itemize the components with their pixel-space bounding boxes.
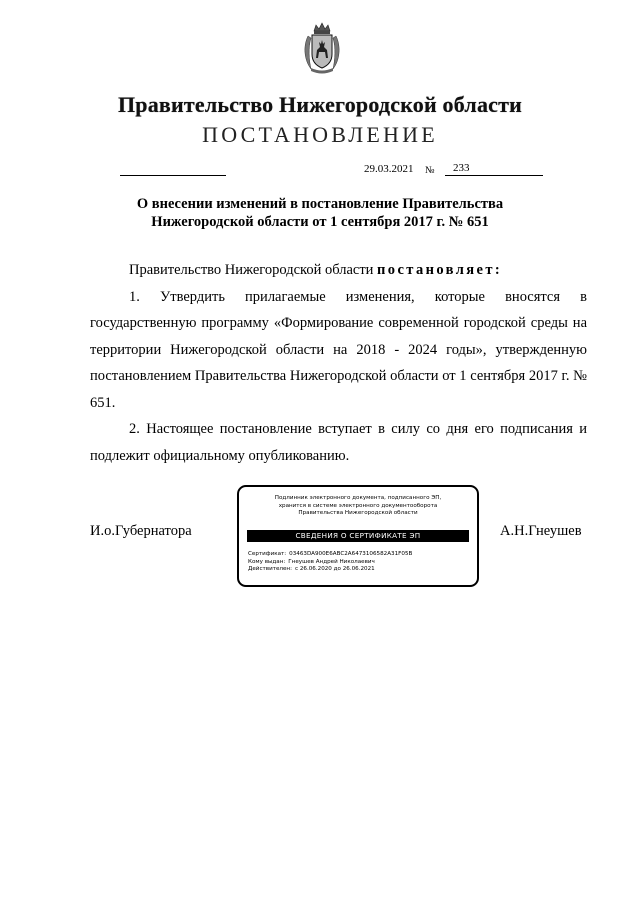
intro-paragraph bbox=[90, 257, 587, 284]
government-title: Правительство Нижегородской области bbox=[117, 92, 522, 117]
paragraph-item-1: 1. Утвердить прилагаемые изменения, которые вносятся в государственную программу «Формирование современной городской среды на территории Нижегородской области на 2018 - 2024 годы», утвержденную постановлением Правительства Нижегородской области от 1 сентября 2017 г. № 651. bbox=[90, 288, 587, 411]
document-body bbox=[90, 257, 587, 469]
blank-date-line bbox=[120, 175, 226, 176]
stamp-header bbox=[239, 495, 477, 518]
subject-line-1: О внесении изменений в постановление Правительства bbox=[136, 196, 504, 212]
signer-name: А.Н.Гнеушев bbox=[500, 523, 582, 539]
subject-line-2: Нижегородской области от 1 сентября 2017 г. № 651 bbox=[151, 214, 489, 230]
stamp-certificate-info bbox=[248, 551, 412, 574]
coat-of-arms-icon bbox=[302, 22, 342, 74]
stamp-cert-value: 03463DA900E6ABC2A6473106582A31F05B bbox=[289, 551, 413, 557]
stamp-valid-label: Действителен: bbox=[248, 566, 292, 573]
stamp-header-line-2: хранится в системе электронного документооборота bbox=[278, 502, 438, 509]
stamp-header-line-3: Правительства Нижегородской области bbox=[298, 510, 418, 516]
document-number: 233 bbox=[445, 162, 543, 176]
stamp-issued-value: Гнеушев Андрей Николаевич bbox=[288, 558, 375, 565]
stamp-cert-label: Сертификат: bbox=[248, 551, 287, 557]
intro-decree-word: постановляет: bbox=[377, 262, 503, 278]
document-subject bbox=[90, 195, 550, 231]
document-type: ПОСТАНОВЛЕНИЕ bbox=[202, 122, 438, 147]
stamp-issued-label: Кому выдан: bbox=[248, 558, 286, 565]
stamp-valid-row bbox=[248, 566, 412, 574]
stamp-valid-value: с 26.06.2020 до 26.06.2021 bbox=[294, 566, 375, 573]
stamp-cert-row bbox=[248, 551, 412, 559]
electronic-signature-stamp bbox=[237, 485, 479, 587]
document-date: 29.03.2021 bbox=[364, 163, 414, 175]
paragraph-item-2: 2. Настоящее постановление вступает в силу со дня его подписания и подлежит официальному опубликованию. bbox=[90, 421, 587, 464]
signer-position: И.о.Губернатора bbox=[90, 523, 192, 539]
stamp-certificate-bar: СВЕДЕНИЯ О СЕРТИФИКАТЕ ЭП bbox=[247, 530, 469, 542]
intro-text: Правительство Нижегородской области bbox=[129, 262, 378, 278]
stamp-header-line-1: Подлинник электронного документа, подписанного ЭП, bbox=[274, 495, 442, 501]
number-sign: № bbox=[425, 165, 435, 176]
